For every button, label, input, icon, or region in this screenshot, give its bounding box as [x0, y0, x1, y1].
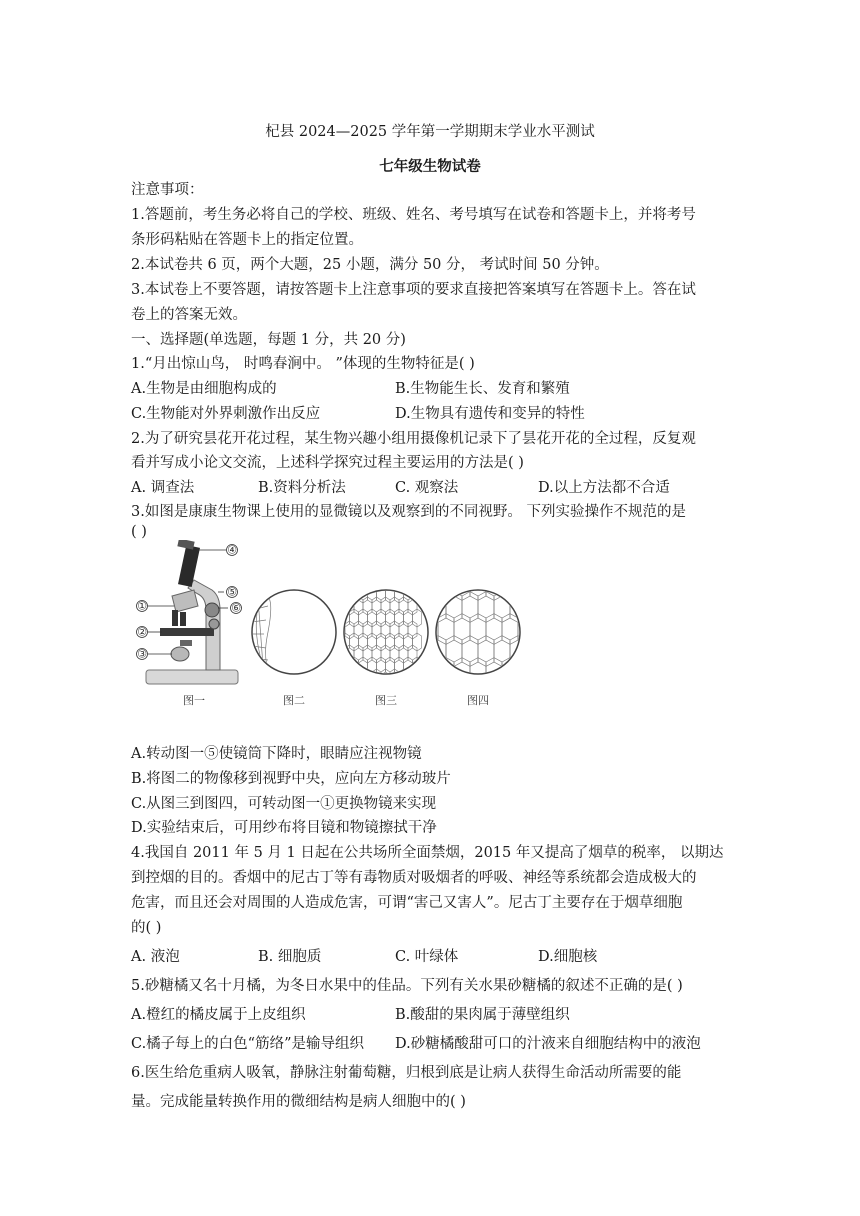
cell-outline [336, 540, 345, 543]
cell-outline [408, 669, 417, 687]
cell-outline [372, 549, 381, 567]
cell-outline [381, 549, 390, 567]
question-1-option-b: B.生物能生长、发育和繁殖 [395, 381, 570, 397]
cell-outline [323, 585, 332, 603]
figure-2-label: 图二 [283, 694, 305, 707]
cell-outline [345, 669, 354, 687]
notice-item: 条形码粘贴在答题卡上的指定位置。 [131, 232, 363, 248]
notice-item: 3.本试卷上不要答题，请按答题卡上注意事项的要求直接把答案填写在答题卡上。答在试 [131, 282, 696, 298]
cell-outline [350, 540, 359, 555]
cell-outline [332, 561, 341, 579]
cell-outline [399, 540, 408, 543]
cell-outline [526, 548, 528, 579]
marker-5: ⑤ [227, 585, 237, 599]
cell-outline [354, 549, 363, 567]
question-5-option-c: C.橘子每上的白色“筋络”是输导组织 [131, 1036, 365, 1052]
cell-outline [336, 669, 345, 687]
cell-outline [366, 548, 382, 579]
cell-outline [526, 636, 528, 667]
cell-outline [300, 540, 309, 543]
cell-outline [390, 540, 406, 556]
cell-outline [413, 540, 422, 555]
cell-outline [390, 540, 399, 543]
marker-4: ④ [227, 543, 237, 557]
cell-outline [350, 548, 366, 579]
question-4-option-a: A. 液泡 [131, 949, 180, 965]
question-2-option-a: A. 调查法 [131, 480, 195, 496]
marker-1: ① [137, 599, 147, 613]
cell-outline [422, 570, 438, 601]
cell-outline [354, 540, 363, 543]
cell-outline [350, 561, 359, 579]
cell-outline [372, 573, 381, 591]
section-heading: 一、选择题(单选题，每题 1 分，共 20 分) [131, 332, 406, 348]
question-2-option-b: B.资料分析法 [258, 480, 346, 496]
figure-1-label: 图一 [183, 694, 205, 707]
marker-2: ② [137, 625, 147, 639]
cell-outline [345, 573, 354, 591]
notice-heading: 注意事项： [131, 182, 204, 198]
cell-outline [438, 540, 454, 556]
cell-outline [336, 549, 345, 567]
cell-outline [341, 540, 350, 555]
cell-outline [368, 561, 377, 579]
cell-outline [350, 680, 366, 710]
cell-outline [381, 573, 390, 591]
question-4-option-b: B. 细胞质 [258, 949, 322, 965]
cell-outline [318, 669, 327, 687]
cell-outline [386, 540, 395, 555]
cell-outline [336, 645, 345, 663]
cell-outline [327, 540, 336, 543]
cell-outline [359, 561, 368, 579]
cell-outline [430, 680, 446, 710]
cell-outline [399, 573, 408, 591]
figure-3-label: 图三 [375, 694, 397, 707]
question-1-option-a: A.生物是由细胞构成的 [131, 381, 277, 397]
question-6-stem: 6.医生给危重病人吸氧，静脉注射葡萄糖，归根到底是让病人获得生命活动所需要的能 [131, 1065, 682, 1081]
cell-outline [399, 549, 408, 567]
question-2-stem: 2.为了研究昙花开花过程，某生物兴趣小组用摄像机记录下了昙花开花的全过程，反复观 [131, 431, 696, 447]
cell-outline [332, 585, 341, 603]
cell-outline [386, 561, 395, 579]
cell-outline [422, 702, 438, 710]
cell-outline [336, 597, 345, 615]
cell-outline [390, 573, 399, 591]
cell-outline [332, 657, 341, 675]
cell-outline [430, 548, 446, 579]
cell-outline [314, 540, 323, 555]
cell-outline [309, 573, 318, 591]
cell-outline [323, 561, 332, 579]
question-4-option-d: D.细胞核 [538, 949, 598, 965]
cell-outline [502, 570, 518, 601]
question-4-stem: 4.我国自 2011 年 5 月 1 日起在公共场所全面禁烟，2015 年又提高了烟草的税率， 以期达 [131, 845, 724, 861]
question-2-stem: 看并写成小论文交流，上述科学探究过程主要运用的方法是( ) [131, 455, 524, 471]
cell-outline [446, 680, 462, 710]
cell-outline [327, 573, 336, 591]
question-5-option-a: A.橙红的橘皮属于上皮组织 [131, 1007, 306, 1023]
cell-outline [404, 540, 413, 555]
cell-outline [382, 548, 398, 579]
cell-outline [358, 540, 374, 556]
cell-outline [318, 573, 327, 591]
question-6-stem: 量。完成能量转换作用的微细结构是病人细胞中的( ) [131, 1094, 466, 1110]
cell-outline [377, 561, 386, 579]
cell-outline [518, 540, 528, 556]
cell-outline [368, 540, 377, 555]
cell-outline [345, 549, 354, 567]
cell-outline [327, 549, 336, 567]
cell-outline [478, 548, 494, 579]
cell-outline [372, 540, 381, 543]
cell-outline [300, 573, 309, 591]
cell-outline [358, 702, 374, 710]
question-4-stem: 危害，而且还会对周围的人造成危害，可谓“害己又害人”。尼古丁主要存在于烟草细胞 [131, 895, 683, 911]
cell-outline [406, 540, 422, 556]
cell-outline [413, 561, 422, 579]
cell-outline [354, 669, 363, 687]
cell-outline [332, 540, 341, 555]
cell-outline [502, 702, 518, 710]
cell-outline [446, 548, 462, 579]
exam-title: 杞县 2024—2025 学年第一学期期末学业水平测试 [265, 124, 595, 140]
marker-6: ⑥ [231, 601, 241, 615]
cell-outline [381, 540, 390, 543]
cell-outline [494, 548, 510, 579]
cell-outline [309, 669, 318, 687]
exam-subtitle: 七年级生物试卷 [379, 158, 481, 175]
cell-outline [526, 592, 528, 623]
cell-outline [494, 680, 510, 710]
cell-outline [502, 540, 518, 556]
cell-outline [314, 561, 323, 579]
question-3-stem: ( ) [131, 524, 147, 540]
cell-outline [305, 561, 314, 579]
notice-item: 2.本试卷共 6 页，两个大题，25 小题，满分 50 分， 考试时间 50 分钟。 [131, 257, 609, 273]
question-5-option-b: B.酸甜的果肉属于薄壁组织 [395, 1007, 570, 1023]
microscope-drawing [146, 540, 238, 684]
cell-outline [363, 540, 372, 543]
cell-outline [359, 540, 368, 555]
cell-outline [438, 702, 454, 710]
cell-outline [395, 540, 404, 555]
question-3-option-c: C.从图三到图四，可转动图一①更换物镜来实现 [131, 796, 437, 812]
cell-outline [323, 540, 332, 555]
question-4-stem: 的( ) [131, 920, 162, 936]
question-2-option-d: D.以上方法都不合适 [538, 480, 670, 496]
notice-item: 卷上的答案无效。 [131, 307, 247, 323]
figure-4-label: 图四 [467, 694, 489, 707]
cell-outline [390, 549, 399, 567]
cell-outline [354, 573, 363, 591]
cell-outline [408, 540, 417, 543]
cell-outline [414, 680, 430, 710]
cell-outline [363, 573, 372, 591]
question-3-option-a: A.转动图一⑤使镜筒下降时，眼睛应注视物镜 [131, 746, 422, 762]
cell-outline [309, 540, 318, 543]
cell-outline [486, 540, 502, 556]
cell-outline [305, 540, 314, 555]
cell-outline [408, 549, 417, 567]
cell-outline [518, 702, 528, 710]
cell-outline [336, 573, 345, 591]
question-3-stem: 3.如图是康康生物课上使用的显微镜以及观察到的不同视野。 下列实验操作不规范的是 [131, 504, 686, 520]
cell-outline [318, 540, 327, 543]
cell-outline [438, 570, 454, 601]
question-4-option-c: C. 叶绿体 [395, 949, 459, 965]
cell-outline [422, 540, 438, 556]
cell-outline [518, 570, 528, 601]
cell-outline [327, 669, 336, 687]
cell-outline [309, 549, 318, 567]
cell-outline [526, 680, 528, 710]
cell-outline [350, 585, 359, 603]
question-1-option-d: D.生物具有遗传和变异的特性 [395, 406, 585, 422]
notice-item: 1.答题前，考生务必将自己的学校、班级、姓名、考号填写在试卷和答题卡上，并将考号 [131, 207, 696, 223]
cell-outline [341, 657, 350, 675]
cell-outline [414, 548, 430, 579]
cell-outline [408, 573, 417, 591]
question-4-stem: 到控烟的目的。香烟中的尼古丁等有毒物质对吸烟者的呼吸、神经等系统都会造成极大的 [131, 870, 697, 886]
cell-outline [470, 540, 486, 556]
cell-outline [398, 548, 414, 579]
question-3-option-b: B.将图二的物像移到视野中央，应向左方移动玻片 [131, 771, 451, 787]
cell-outline [398, 680, 414, 710]
cell-outline [518, 658, 528, 689]
question-5-option-d: D.砂糖橘酸甜可口的汁液来自细胞结构中的液泡 [395, 1036, 701, 1052]
question-5-stem: 5.砂糖橘又名十月橘，为冬日水果中的佳品。下列有关水果砂糖橘的叙述不正确的是( ) [131, 978, 683, 994]
microscope-figure [128, 540, 528, 710]
cell-outline [345, 540, 354, 543]
cell-outline [377, 540, 386, 555]
cell-outline [318, 549, 327, 567]
question-1-option-c: C.生物能对外界刺激作出反应 [131, 406, 321, 422]
cell-outline [363, 549, 372, 567]
cell-outline [395, 561, 404, 579]
cell-outline [300, 549, 309, 567]
cell-outline [454, 540, 470, 556]
cell-outline [462, 548, 478, 579]
question-2-option-c: C. 观察法 [395, 480, 459, 496]
marker-3: ③ [137, 647, 147, 661]
cell-outline [510, 680, 526, 710]
question-3-option-d: D.实验结束后，可用纱布将目镜和物镜擦拭干净 [131, 820, 437, 836]
cell-outline [341, 585, 350, 603]
question-1-stem: 1.“月出惊山鸟， 时鸣春涧中。 ”体现的生物特征是( ) [131, 356, 475, 372]
cell-outline [422, 658, 438, 689]
view-figure-2 [246, 590, 336, 680]
cell-outline [341, 561, 350, 579]
cell-outline [510, 548, 526, 579]
cell-outline [374, 540, 390, 556]
cell-outline [404, 561, 413, 579]
cell-outline [406, 702, 422, 710]
